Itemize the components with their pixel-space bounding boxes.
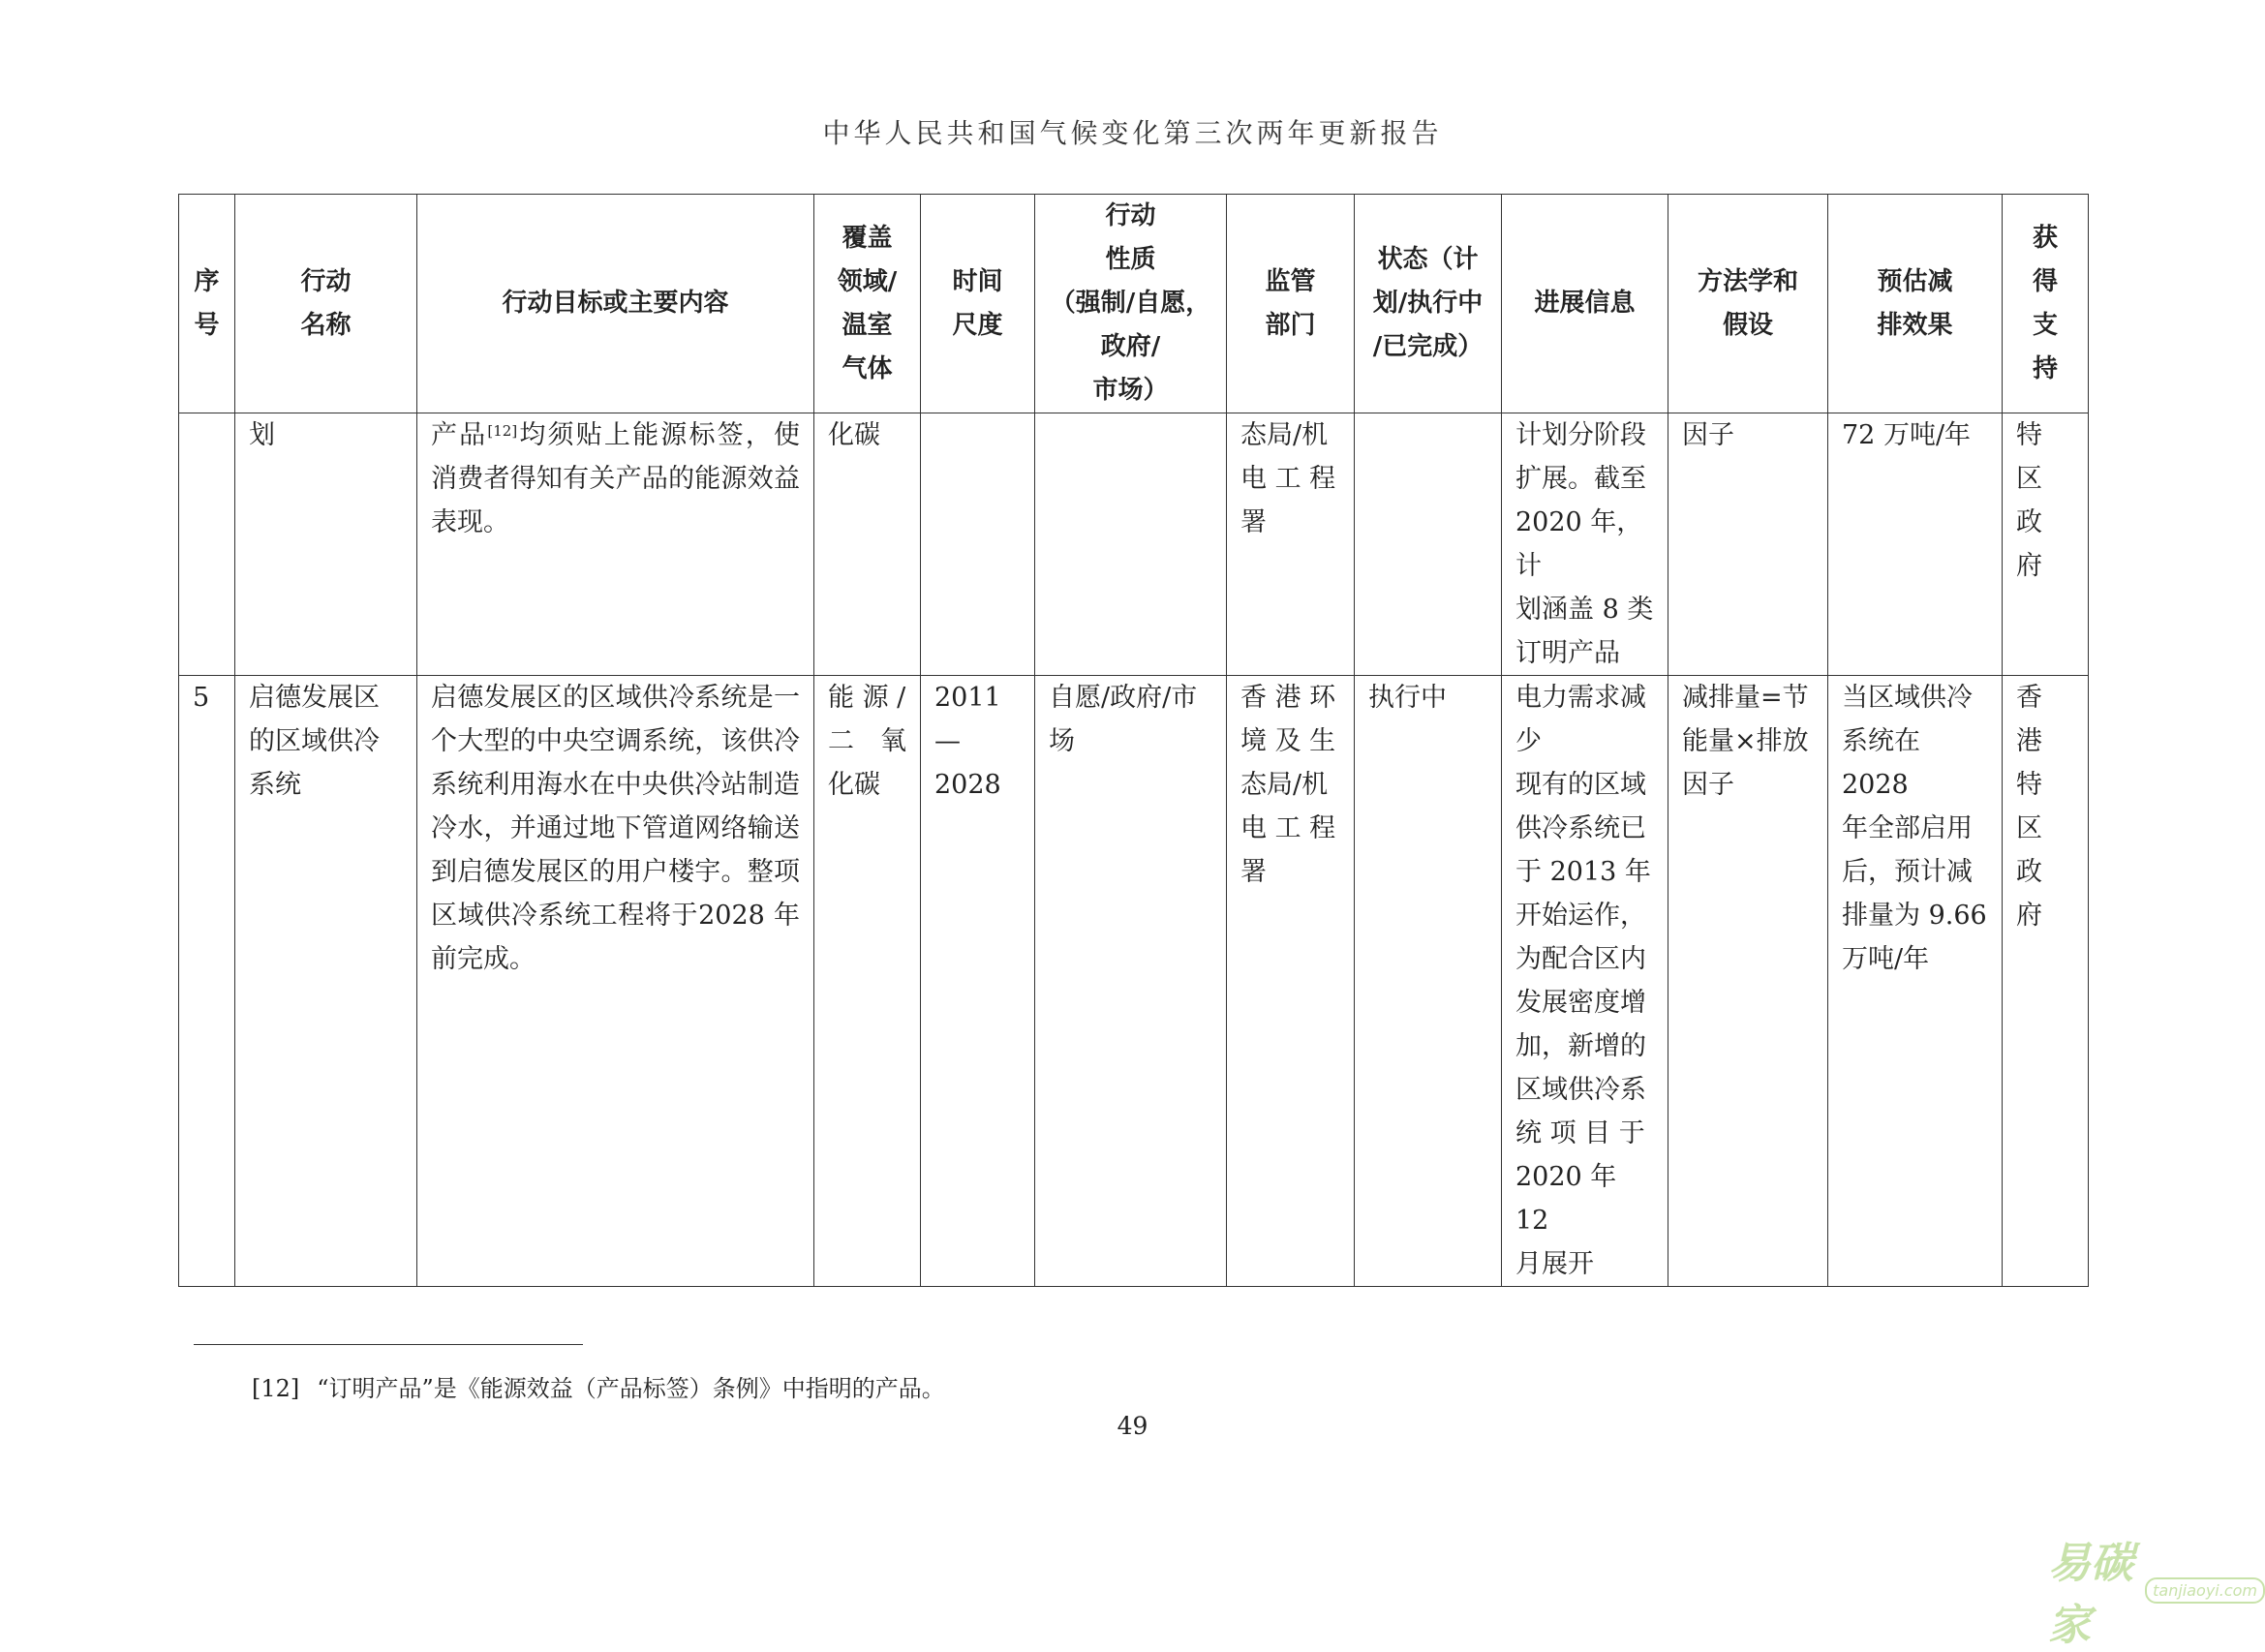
- footnote: [252, 1369, 945, 1403]
- table-row: [179, 413, 2089, 676]
- col-header-progress: 进展信息: [1502, 195, 1668, 413]
- col-header-timescale: 时间 尺度: [921, 195, 1035, 413]
- col-header-no: 序 号: [179, 195, 235, 413]
- cell-nature: 自愿/政府/市 场: [1035, 676, 1227, 1287]
- cell-content: 启德发展区的区域供冷系统是一个大型的中央空调系统，该供冷系统利用海水在中央供冷站制造冷水，并通过地下管道网络输送到启德发展区的用户楼宇。整项区域供冷系统工程将于2028 年前完成。: [417, 676, 814, 1287]
- cell-dept: 香 港 环 境 及 生 态局/机 电 工 程 署: [1227, 676, 1355, 1287]
- watermark-domain: tanjiaoyi.com: [2145, 1577, 2265, 1604]
- col-header-content: 行动目标或主要内容: [417, 195, 814, 413]
- page-number: 49: [1117, 1412, 1148, 1440]
- content-text: 产品: [431, 420, 488, 450]
- cell-name: 启德发展区 的区域供冷 系统: [235, 676, 417, 1287]
- cell-status: [1355, 413, 1502, 676]
- cell-timescale: 2011— 2028: [921, 676, 1035, 1287]
- cell-support: 香 港 特 区 政 府: [2003, 676, 2089, 1287]
- cell-timescale: [921, 413, 1035, 676]
- cell-coverage: 化碳: [814, 413, 921, 676]
- cell-content: [417, 413, 814, 676]
- footnote-ref: [12]: [487, 422, 518, 440]
- cell-method: 因子: [1668, 413, 1828, 676]
- cell-effect: 72 万吨/年: [1828, 413, 2003, 676]
- cell-coverage: 能 源 / 二 氧 化碳: [814, 676, 921, 1287]
- cell-support: 特 区 政 府: [2003, 413, 2089, 676]
- watermark-logo: [2048, 1528, 2265, 1652]
- col-header-coverage: 覆盖 领域/ 温室 气体: [814, 195, 921, 413]
- footnote-divider: [194, 1344, 583, 1345]
- content-text: 均须贴上能源标签，使消费者得知有关产品的能源效益表现。: [431, 420, 801, 537]
- table-row: [179, 676, 2089, 1287]
- col-header-status: 状态（计 划/执行中 /已完成）: [1355, 195, 1502, 413]
- cell-method: 减排量=节 能量×排放 因子: [1668, 676, 1828, 1287]
- col-header-effect: 预估减 排效果: [1828, 195, 2003, 413]
- col-header-nature: 行动 性质 （强制/自愿， 政府/ 市场）: [1035, 195, 1227, 413]
- footnote-marker: [12]: [252, 1375, 300, 1402]
- cell-progress: 计划分阶段 扩展。截至 2020 年，计 划涵盖 8 类 订明产品: [1502, 413, 1668, 676]
- actions-table: [178, 194, 2089, 1287]
- cell-no: 5: [179, 676, 235, 1287]
- cell-nature: [1035, 413, 1227, 676]
- cell-status: 执行中: [1355, 676, 1502, 1287]
- cell-effect: 当区域供冷 系统在 2028 年全部启用 后，预计减 排量为 9.66 万吨/年: [1828, 676, 2003, 1287]
- cell-progress: 电力需求减 少 现有的区域 供冷系统已 于 2013 年 开始运作， 为配合区内 发展密度增 加，新增的 区域供冷系 统 项 目 于 2020 年 12 月展开: [1502, 676, 1668, 1287]
- watermark-cn-text: 易碳家: [2048, 1539, 2133, 1650]
- col-header-dept: 监管 部门: [1227, 195, 1355, 413]
- table-header-row: [179, 195, 2089, 413]
- col-header-name: 行动 名称: [235, 195, 417, 413]
- col-header-support: 获 得 支 持: [2003, 195, 2089, 413]
- cell-name: 划: [235, 413, 417, 676]
- cell-no: [179, 413, 235, 676]
- col-header-method: 方法学和 假设: [1668, 195, 1828, 413]
- page-header: 中华人民共和国气候变化第三次两年更新报告: [822, 117, 1443, 149]
- cell-dept: 态局/机 电 工 程 署: [1227, 413, 1355, 676]
- footnote-text: “订明产品”是《能源效益（产品标签）条例》中指明的产品。: [317, 1375, 945, 1402]
